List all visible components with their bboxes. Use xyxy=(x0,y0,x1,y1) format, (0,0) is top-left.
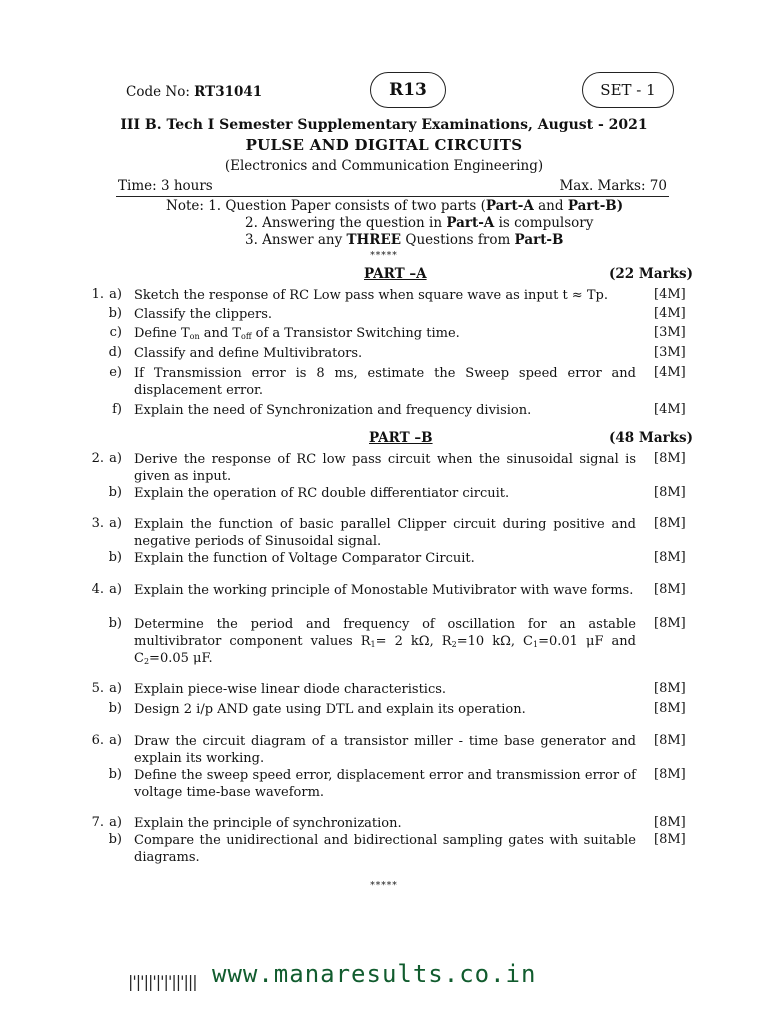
question-number: 6. xyxy=(91,733,104,748)
question-text: Define the sweep speed error, displacement error and transmission error of voltage time-base waveform. xyxy=(134,768,636,800)
question-text: Derive the response of RC low pass circuit when the sinusoidal signal is given as input. xyxy=(134,452,636,484)
question-marks: [8M] xyxy=(654,733,686,748)
code-value: RT31041 xyxy=(194,84,263,100)
part-b-title: PART –B xyxy=(369,430,433,446)
subject-title: PULSE AND DIGITAL CIRCUITS xyxy=(245,136,523,154)
question-marks: [8M] xyxy=(654,701,686,716)
question-text: If Transmission error is 8 ms, estimate the Sweep speed error and displacement error. xyxy=(134,366,636,398)
question-number: 5. xyxy=(91,681,104,696)
question-marks: [4M] xyxy=(654,306,686,321)
subquestion-letter: d) xyxy=(108,345,122,360)
subquestion-letter: b) xyxy=(108,485,122,500)
barcode: |'|'||'|'|'||'||| xyxy=(128,972,197,991)
subquestion-letter: b) xyxy=(108,832,122,847)
question-text: Classify and define Multivibrators. xyxy=(134,346,363,361)
subquestion-letter: a) xyxy=(109,733,122,748)
question-marks: [4M] xyxy=(654,365,686,380)
question-text: Explain the need of Synchronization and frequency division. xyxy=(134,403,532,418)
exam-time: Time: 3 hours xyxy=(118,178,213,194)
subquestion-letter: b) xyxy=(108,550,122,565)
question-number: 3. xyxy=(91,516,104,531)
question-marks: [8M] xyxy=(654,767,686,782)
question-number: 2. xyxy=(91,451,104,466)
subquestion-letter: b) xyxy=(108,306,122,321)
subquestion-letter: a) xyxy=(109,815,122,830)
end-stars: ***** xyxy=(370,881,398,891)
header-divider xyxy=(116,196,669,197)
subquestion-letter: e) xyxy=(109,365,122,380)
question-text: Explain the function of basic parallel Clipper circuit during positive and negative periods of Sinusoidal signal. xyxy=(134,517,636,549)
code-number xyxy=(126,84,262,100)
question-number: 7. xyxy=(91,815,104,830)
subquestion-letter: a) xyxy=(109,582,122,597)
question-marks: [8M] xyxy=(654,550,686,565)
regulation-badge: R13 xyxy=(370,72,446,108)
question-marks: [8M] xyxy=(654,616,686,631)
question-number: 4. xyxy=(91,582,104,597)
question-text: Determine the period and frequency of oscillation for an astable multivibrator component values $R_1= 2$ kΩ, $R_2=10$ kΩ, $C_1=0.01$ μF and $C_2=0.05$ μF. xyxy=(134,617,636,666)
subquestion-letter: f) xyxy=(112,402,122,417)
question-text: Explain piece-wise linear diode characteristics. xyxy=(134,682,447,697)
note-line-3: 3. Answer any THREE Questions from Part-B xyxy=(245,232,564,248)
question-text: Design 2 i/p AND gate using DTL and explain its operation. xyxy=(134,702,526,717)
footer-url-link[interactable]: www.manaresults.co.in xyxy=(212,960,537,988)
subquestion-letter: b) xyxy=(108,616,122,631)
subquestion-letter: b) xyxy=(108,767,122,782)
subquestion-letter: a) xyxy=(109,516,122,531)
branch-title: (Electronics and Communication Engineering) xyxy=(224,158,544,174)
note-line-1: Note: 1. Question Paper consists of two parts (Part-A and Part-B) xyxy=(166,198,624,214)
question-marks: [3M] xyxy=(654,345,686,360)
question-marks: [8M] xyxy=(654,516,686,531)
note-stars: ***** xyxy=(370,251,398,261)
question-marks: [8M] xyxy=(654,681,686,696)
question-marks: [8M] xyxy=(654,832,686,847)
question-marks: [8M] xyxy=(654,451,686,466)
subquestion-letter: a) xyxy=(109,287,122,302)
question-marks: [4M] xyxy=(654,287,686,302)
question-text: Explain the working principle of Monostable Mutivibrator with wave forms. xyxy=(134,583,634,598)
set-badge: SET - 1 xyxy=(582,72,674,108)
part-a-title: PART –A xyxy=(364,266,427,282)
question-text: Explain the principle of synchronization. xyxy=(134,816,402,831)
subquestion-letter: a) xyxy=(109,451,122,466)
question-text: Draw the circuit diagram of a transistor miller - time base generator and explain its working. xyxy=(134,734,636,766)
question-marks: [8M] xyxy=(654,815,686,830)
note-line-2: 2. Answering the question in Part-A is compulsory xyxy=(245,215,594,231)
question-marks: [8M] xyxy=(654,582,686,597)
question-text: Sketch the response of RC Low pass when square wave as input t ≈ Tp. xyxy=(134,288,608,303)
question-text: Explain the operation of RC double differentiator circuit. xyxy=(134,486,510,501)
question-number: 1. xyxy=(91,287,104,302)
subquestion-letter: b) xyxy=(108,701,122,716)
code-label: Code No: xyxy=(126,84,190,100)
subquestion-letter: a) xyxy=(109,681,122,696)
part-a-marks: (22 Marks) xyxy=(609,266,694,282)
part-b-marks: (48 Marks) xyxy=(609,430,694,446)
max-marks: Max. Marks: 70 xyxy=(559,178,667,194)
question-marks: [4M] xyxy=(654,402,686,417)
question-text: Classify the clippers. xyxy=(134,307,273,322)
subquestion-letter: c) xyxy=(109,325,122,340)
question-marks: [3M] xyxy=(654,325,686,340)
question-marks: [8M] xyxy=(654,485,686,500)
exam-title: III B. Tech I Semester Supplementary Examinations, August - 2021 xyxy=(120,117,648,133)
question-text: Compare the unidirectional and bidirectional sampling gates with suitable diagrams. xyxy=(134,833,636,865)
question-text: Define $T_{on}$ and $T_{off}$ of a Transistor Switching time. xyxy=(134,326,460,341)
question-text: Explain the function of Voltage Comparator Circuit. xyxy=(134,551,475,566)
